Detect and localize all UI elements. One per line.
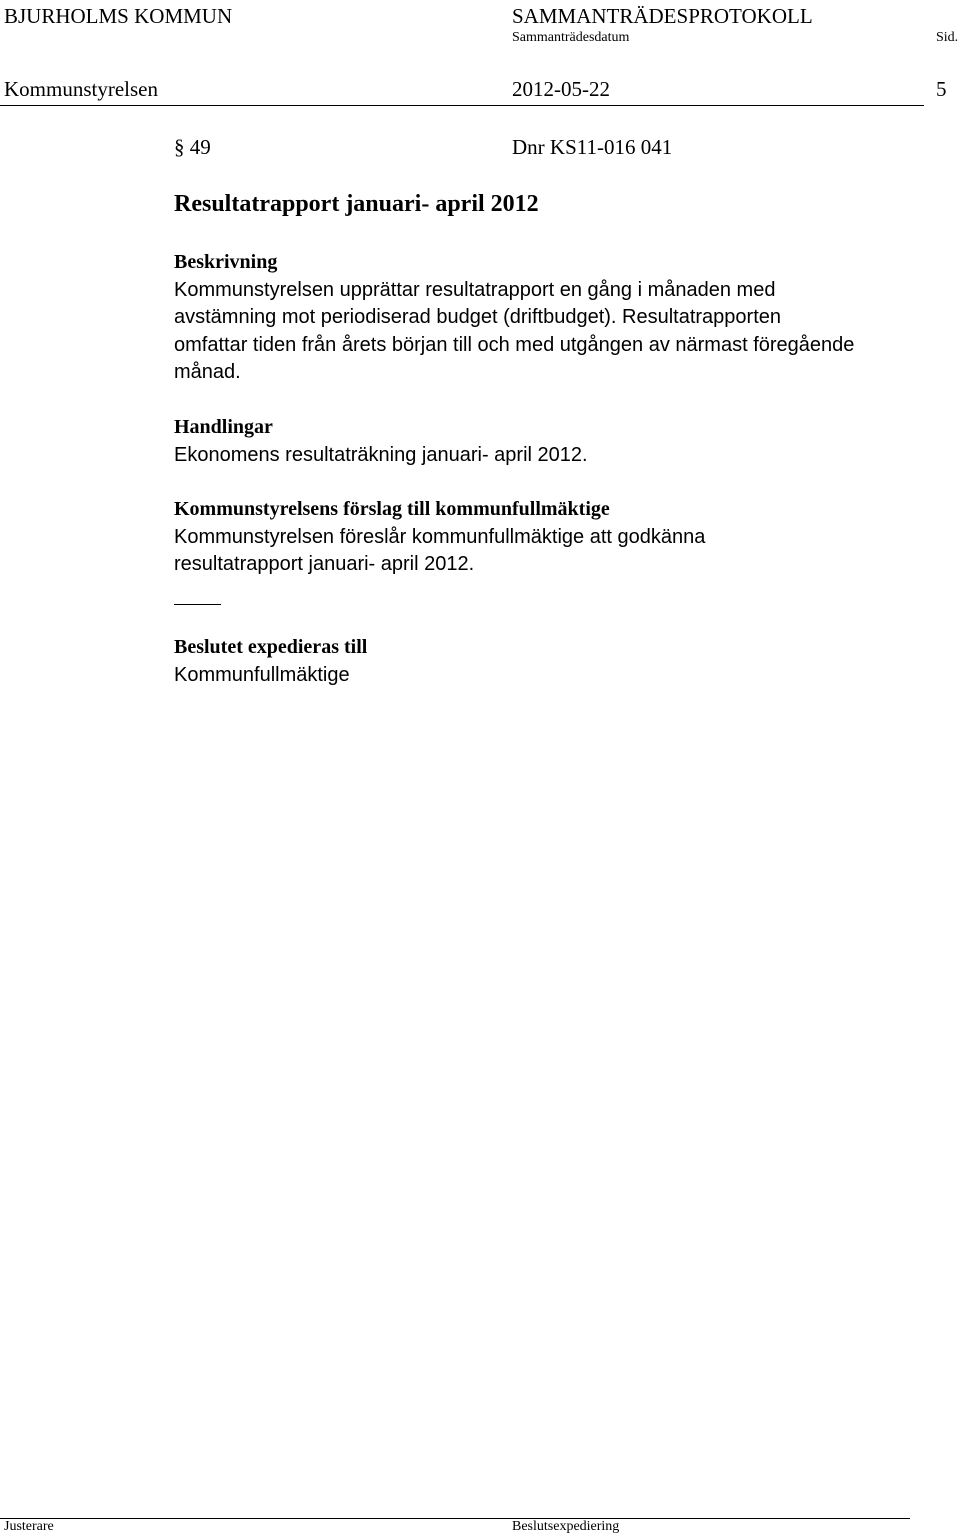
proposal-line: resultatrapport januari- april 2012. — [174, 553, 475, 575]
description-line: omfattar tiden från årets början till och med utgången av närmast föregående — [174, 333, 855, 356]
date-label: Sammanträdesdatum — [512, 30, 630, 45]
dispatch-heading: Beslutet expedieras till — [174, 636, 368, 658]
dispatch-section — [174, 634, 914, 689]
section-number — [174, 135, 211, 160]
footer-dispatch-label: Beslutsexpediering — [512, 1519, 620, 1534]
description-line: Kommunstyrelsen upprättar resultatrapport en gång i månaden med — [174, 278, 776, 301]
footer-adjuster-label: Justerare — [4, 1519, 54, 1534]
page-title: Resultatrapport januari- april 2012 — [174, 191, 539, 217]
organization-name: BJURHOLMS KOMMUN — [4, 4, 233, 28]
documents-line: Ekonomens resultaträkning januari- april 2012. — [174, 443, 588, 466]
description-line: avstämning mot periodiserad budget (driftbudget). Resultatrapporten — [174, 306, 782, 328]
meeting-date: 2012-05-22 — [512, 77, 610, 101]
diary-number: Dnr KS11-016 041 — [512, 135, 673, 159]
documents-section — [174, 414, 914, 469]
footer-divider — [0, 1518, 910, 1519]
decision-divider — [174, 604, 221, 605]
document-type: SAMMANTRÄDESPROTOKOLL — [512, 4, 813, 28]
proposal-section — [174, 496, 914, 579]
proposal-heading: Kommunstyrelsens förslag till kommunfullmäktige — [174, 498, 610, 520]
description-section — [174, 249, 914, 387]
page-label: Sid. — [936, 30, 959, 45]
description-line: månad. — [174, 361, 241, 383]
proposal-line: Kommunstyrelsen föreslår kommunfullmäktige att godkänna — [174, 525, 706, 548]
documents-heading: Handlingar — [174, 416, 273, 438]
header-divider — [0, 105, 924, 106]
section-symbol: § — [174, 135, 185, 159]
committee-name: Kommunstyrelsen — [4, 77, 158, 101]
page-number: 5 — [936, 77, 947, 101]
dispatch-line: Kommunfullmäktige — [174, 663, 350, 686]
section-number-value: 49 — [189, 135, 211, 159]
description-heading: Beskrivning — [174, 251, 278, 273]
